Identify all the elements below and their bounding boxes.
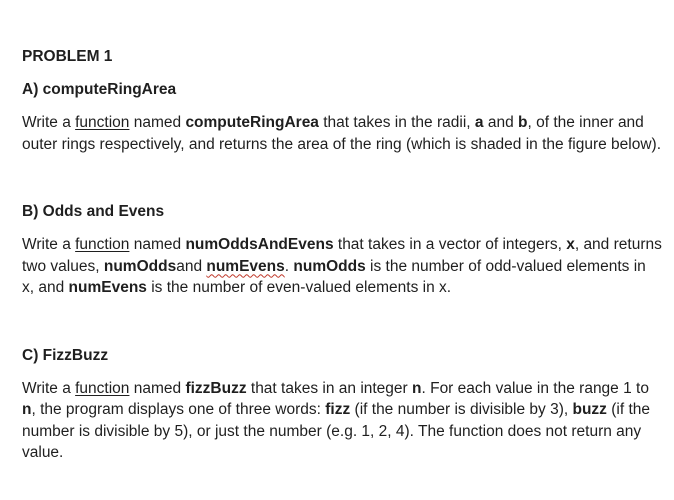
function-name-a: computeRingArea bbox=[185, 114, 319, 131]
function-link-b[interactable]: function bbox=[75, 236, 130, 253]
function-name-c: fizzBuzz bbox=[185, 379, 247, 397]
problem-title: PROBLEM 1 bbox=[22, 48, 113, 65]
section-a-paragraph: Write a function named computeRingArea that takes in the radii, a and b, of the inner and outer rings respectively, and returns the area of the ring (which is shaded in the figure below). bbox=[22, 114, 661, 153]
function-link-c[interactable]: function bbox=[75, 379, 130, 397]
section-a-heading: A) computeRingArea bbox=[22, 81, 177, 98]
function-name-b: numOddsAndEvens bbox=[185, 236, 334, 253]
function-link-a[interactable]: function bbox=[75, 114, 130, 131]
section-b-paragraph: Write a function named numOddsAndEvens that takes in a vector of integers, x, and returns two values, numOddsand numEvens. numOdds is the number of odd-valued elements in x, and numEvens is the number of even-valued elements in x. bbox=[22, 236, 662, 296]
section-c-heading: C) FizzBuzz bbox=[22, 346, 109, 364]
section-c-paragraph: Write a function named fizzBuzz that takes in an integer n. For each value in the range 1 to n, the program displays one of three words: fizz (if the number is divisible by 3), buzz (if the number is divisible by 5), or just the number (e.g. 1, 2, 4). The function does not return any value. bbox=[22, 379, 651, 461]
spellcheck-word[interactable]: numEvens bbox=[206, 257, 285, 275]
document-page bbox=[22, 46, 662, 464]
section-b-heading: B) Odds and Evens bbox=[22, 203, 165, 220]
